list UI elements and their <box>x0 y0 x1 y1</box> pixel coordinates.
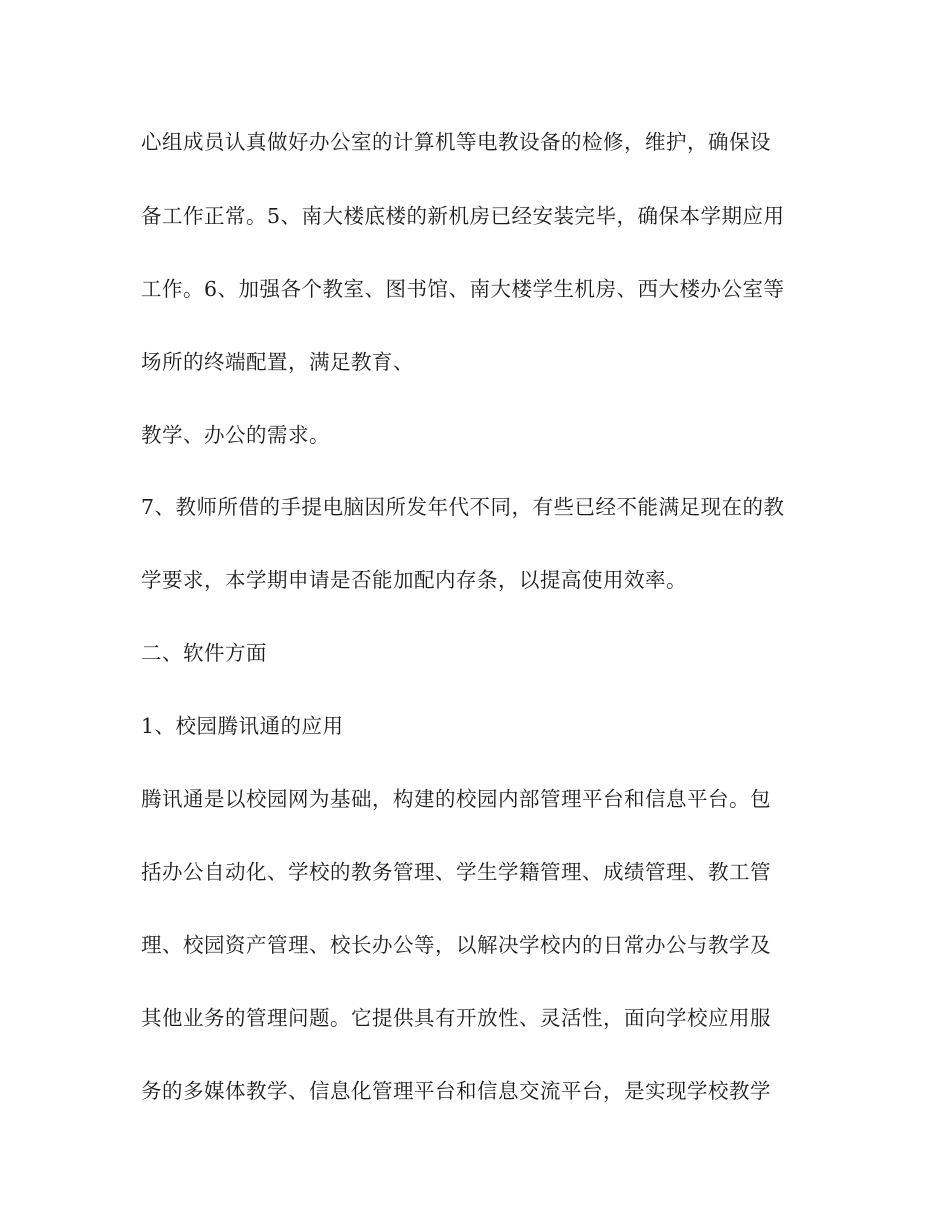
text-line: 理、校园资产管理、校长办公等，以解决学校内的日常办公与教学及 <box>141 933 771 957</box>
text-line: 教学、办公的需求。 <box>141 423 330 447</box>
text-line: 场所的终端配置，满足教育、 <box>141 350 414 374</box>
subsection-heading: 1、校园腾讯通的应用 <box>141 714 344 738</box>
text-line: 学要求，本学期申请是否能加配内存条，以提高使用效率。 <box>141 568 687 592</box>
text-line: 备工作正常。5、南大楼底楼的新机房已经安装完毕，确保本学期应用 <box>141 204 785 228</box>
text-line: 工作。6、加强各个教室、图书馆、南大楼学生机房、西大楼办公室等 <box>141 277 785 301</box>
text-line: 心组成员认真做好办公室的计算机等电教设备的检修，维护，确保设 <box>141 130 771 154</box>
section-heading: 二、软件方面 <box>141 641 267 665</box>
text-line: 腾讯通是以校园网为基础，构建的校园内部管理平台和信息平台。包 <box>141 787 771 811</box>
text-line: 其他业务的管理问题。它提供具有开放性、灵活性，面向学校应用服 <box>141 1006 771 1030</box>
text-line: 7、教师所借的手提电脑因所发年代不同，有些已经不能满足现在的教 <box>141 495 785 519</box>
text-line: 务的多媒体教学、信息化管理平台和信息交流平台，是实现学校教学 <box>141 1079 771 1103</box>
text-line: 括办公自动化、学校的教务管理、学生学籍管理、成绩管理、教工管 <box>141 860 771 884</box>
